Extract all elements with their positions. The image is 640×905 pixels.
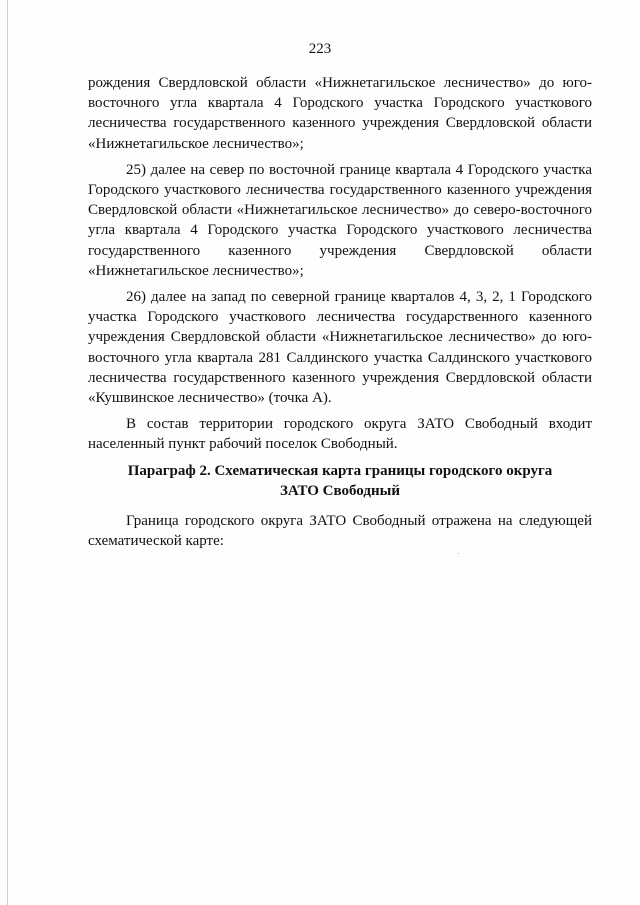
paragraph-continuation: рождения Свердловской области «Нижнетагильское лесничество» до юго-восточного угла квартала 4 Городского участка Городского участкового лесничества государственного казенного учреждения Свердловской области «Нижнетагильское лесничество»; — [88, 75, 592, 152]
scan-speck — [458, 553, 459, 554]
paragraph-item-25: 25) далее на север по восточной границе квартала 4 Городского участка Городского участкового лесничества государственного казенного учреждения Свердловской области «Нижнетагильское лесничество» до северо-восточного угла квартала 4 Городского участка Городского участкового лесничества государственного казенного учреждения Свердловской области «Нижнетагильское лесничество»; — [88, 161, 592, 279]
paragraph-map-intro: Граница городского округа ЗАТО Свободный отражена на следующей схематической карте: — [88, 512, 592, 549]
page-number: 223 — [308, 41, 332, 57]
paragraph-item-26: 26) далее на запад по северной границе кварталов 4, 3, 2, 1 Городского участка Городского участкового лесничества государственного казенного учреждения Свердловской области «Нижнетагильское лесничество» до юго-восточного угла квартала 281 Салдинского участка Салдинского участкового лесничества государственного казенного учреждения Свердловской области «Кушвинское лесничество» (точка А). — [88, 289, 592, 407]
paragraph-territory: В состав территории городского округа ЗАТО Свободный входит населенный пункт рабочий поселок Свободный. — [88, 416, 592, 453]
section-heading — [88, 461, 592, 501]
document-body — [88, 73, 592, 557]
section-heading-line-1: Параграф 2. Схематическая карта границы городского округа — [127, 462, 553, 479]
section-heading-line-2: ЗАТО Свободный — [280, 482, 400, 499]
scan-edge — [7, 0, 8, 905]
